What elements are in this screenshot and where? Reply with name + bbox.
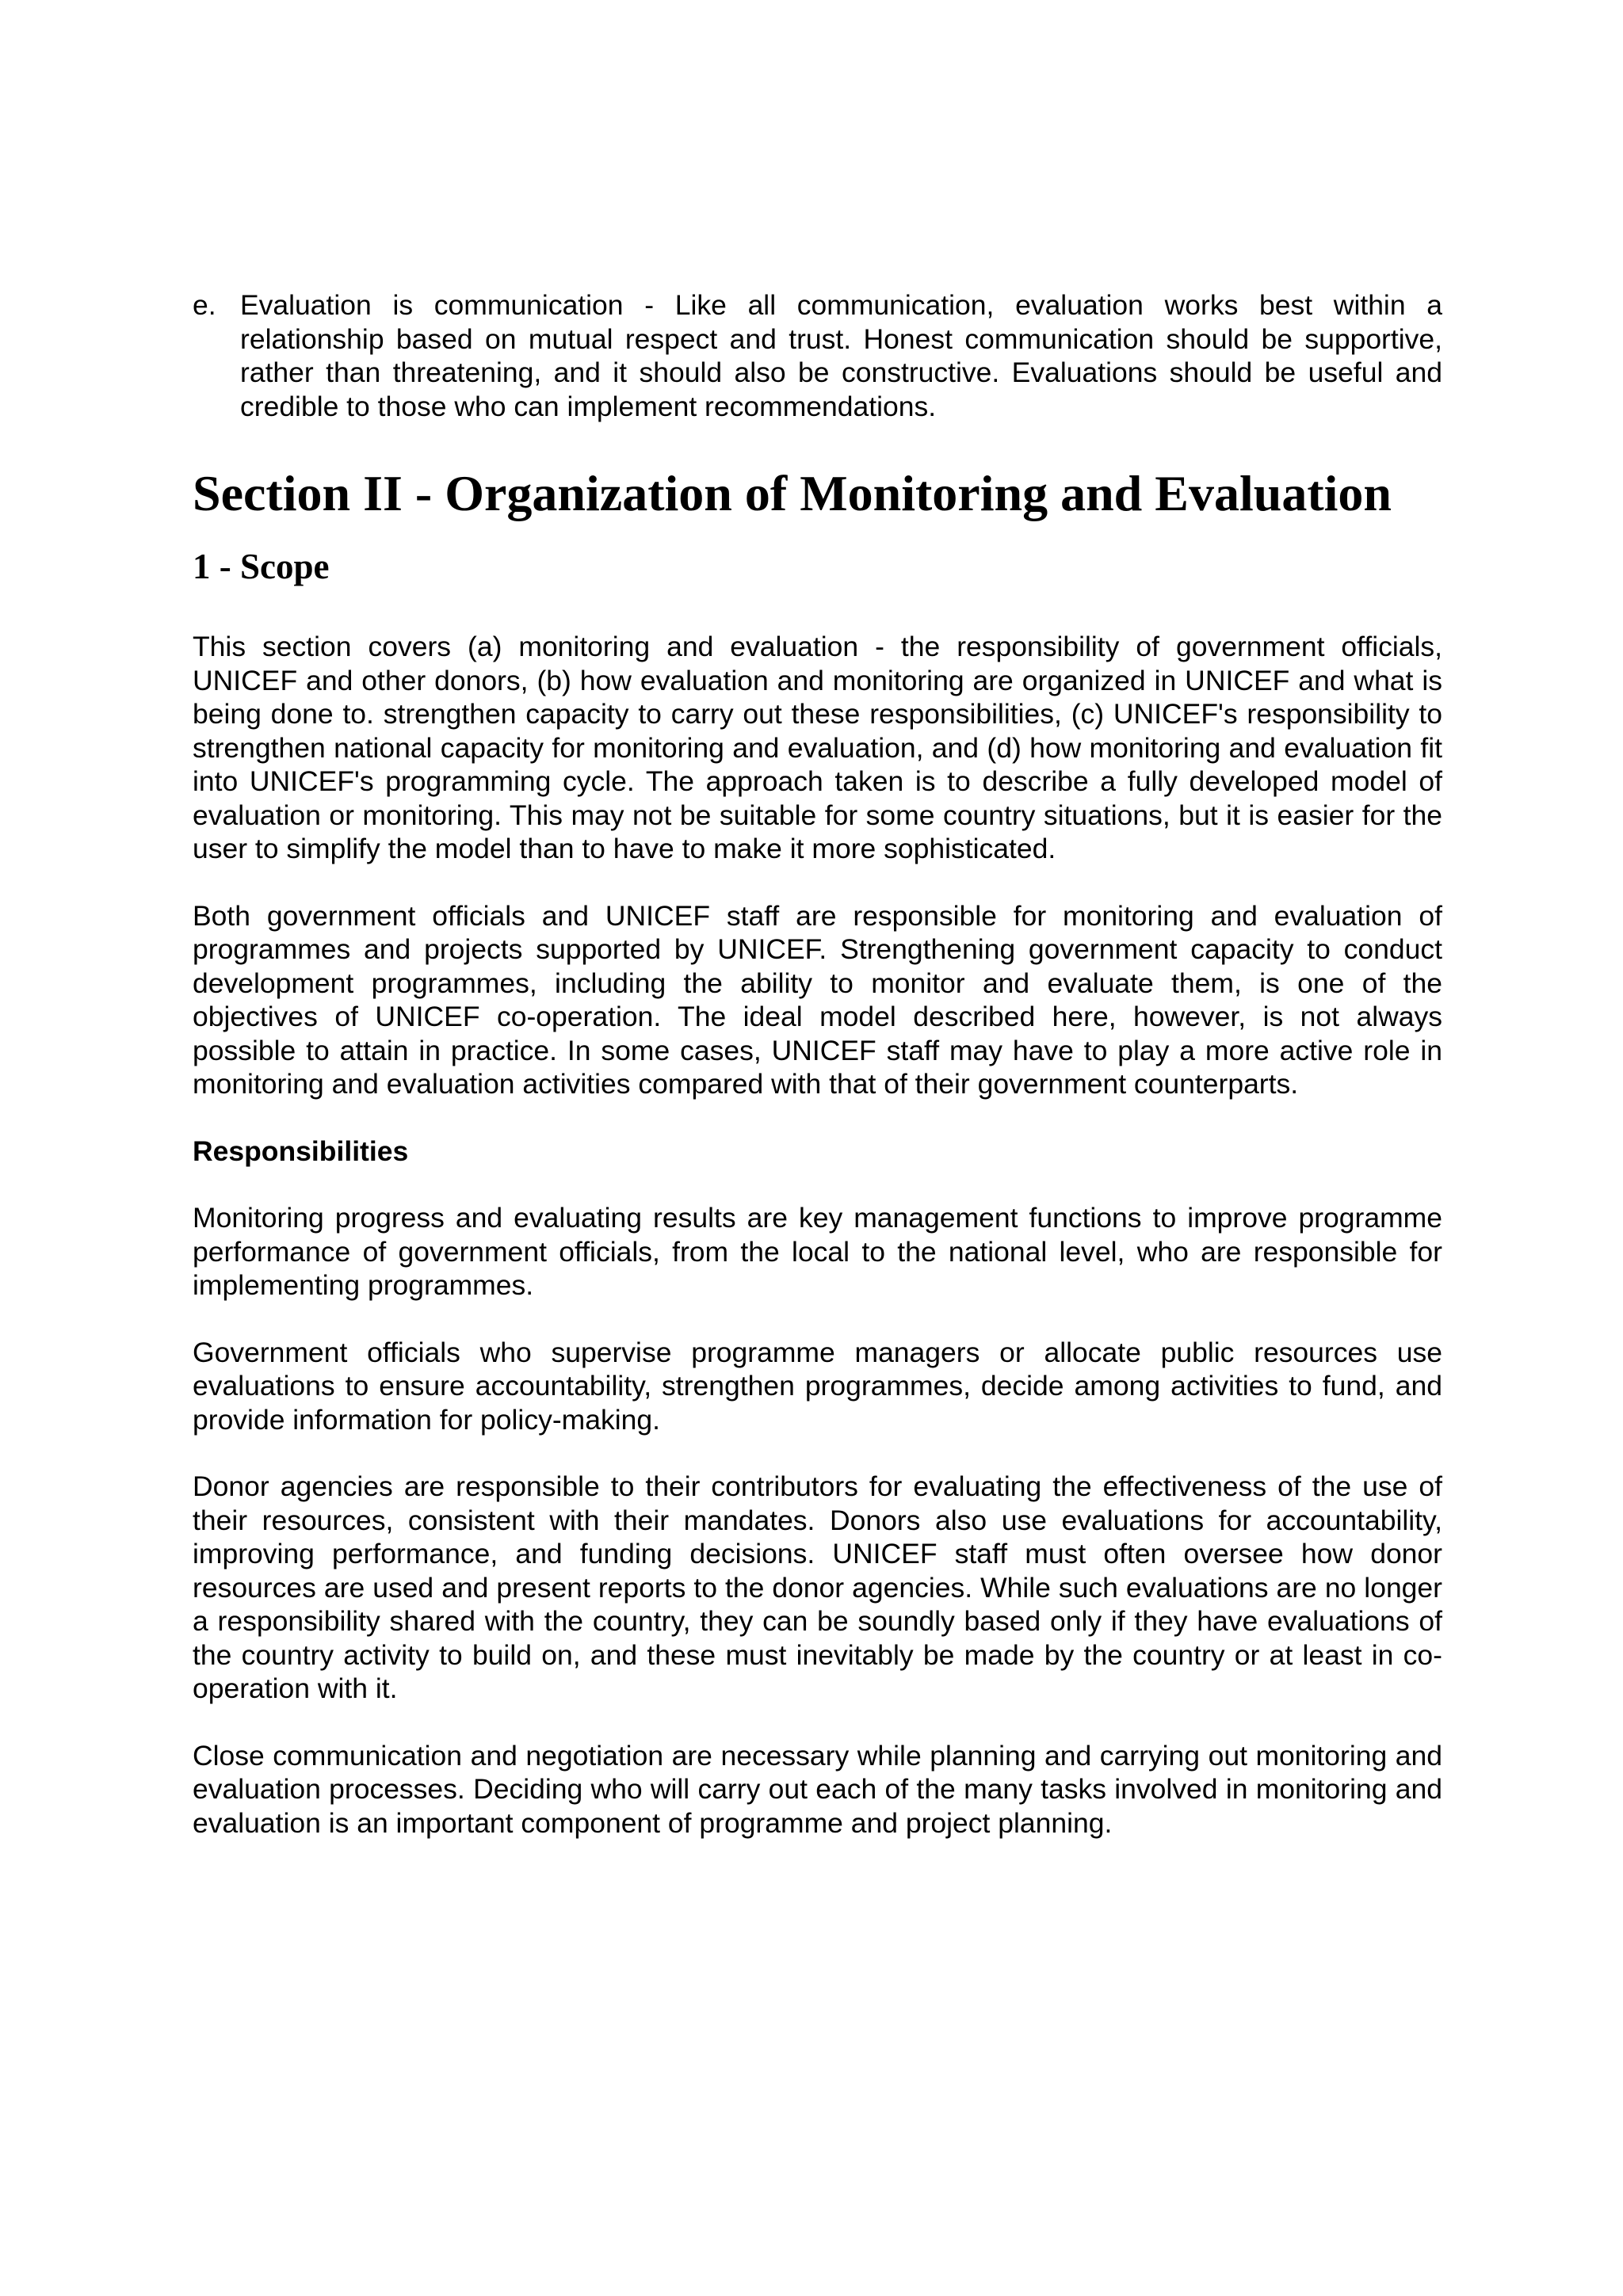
list-item-e — [193, 288, 1442, 423]
list-item-text: Evaluation is communication - Like all communication, evaluation works best within a relationship based on mutual respect and trust. Honest communication should be supportive, rather than threatening, and it should also be constructive. Evaluations should be useful and credible to those who can implement recommendations. — [240, 289, 1442, 422]
list-marker: e. — [193, 289, 216, 321]
paragraph-responsibilities-3: Donor agencies are responsible to their contributors for evaluating the effectiveness of the use of their resources, consistent with their mandates. Donors also use evaluations for accountability, improving performance, and funding decisions. UNICEF staff must often oversee how donor resources are used and present reports to the donor agencies. While such evaluations are no longer a responsibility shared with the country, they can be soundly based only if they have evaluations of the country activity to build on, and these must inevitably be made by the country or at least in co-operation with it. — [193, 1470, 1442, 1704]
paragraph-scope-1: This section covers (a) monitoring and evaluation - the responsibility of government officials, UNICEF and other donors, (b) how evaluation and monitoring are organized in UNICEF and what is being done to. strengthen capacity to carry out these responsibilities, (c) UNICEF's responsibility to strengthen national capacity for monitoring and evaluation, and (d) how monitoring and evaluation fit into UNICEF's programming cycle. The approach taken is to describe a fully developed model of evaluation or monitoring. This may not be suitable for some country situations, but it is easier for the user to simplify the model than to have to make it more sophisticated. — [193, 631, 1442, 864]
subsection-title: 1 - Scope — [193, 547, 330, 586]
responsibilities-heading: Responsibilities — [193, 1135, 409, 1167]
paragraph-responsibilities-4: Close communication and negotiation are necessary while planning and carrying out monitoring and evaluation processes. Deciding who will carry out each of the many tasks involved in monitoring and evaluation is an important component of programme and project planning. — [193, 1739, 1442, 1839]
paragraph-responsibilities-1: Monitoring progress and evaluating results are key management functions to improve programme performance of government officials, from the local to the national level, who are responsible for implementing programmes. — [193, 1202, 1442, 1301]
paragraph-scope-2: Both government officials and UNICEF staff are responsible for monitoring and evaluation of programmes and projects supported by UNICEF. Strengthening government capacity to conduct development programmes, including the ability to monitor and evaluate them, is one of the objectives of UNICEF co-operation. The ideal model described here, however, is not always possible to attain in practice. In some cases, UNICEF staff may have to play a more active role in monitoring and evaluation activities compared with that of their government counterparts. — [193, 899, 1442, 1100]
document-page — [193, 288, 1442, 1840]
section-title: Section II - Organization of Monitoring and Evaluation — [193, 465, 1392, 521]
paragraph-responsibilities-2: Government officials who supervise programme managers or allocate public resources use evaluations to ensure accountability, strengthen programmes, decide among activities to fund, and provide information for policy-making. — [193, 1336, 1442, 1436]
